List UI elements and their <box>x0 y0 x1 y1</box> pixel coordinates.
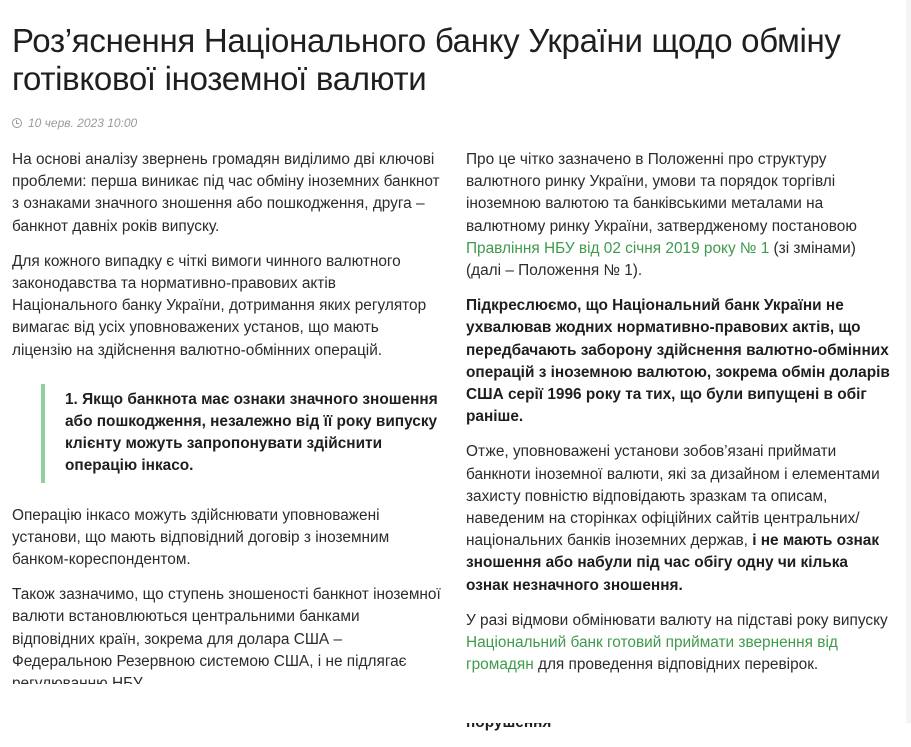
quote-text: 1. Якщо банкнота має ознаки значного зношення або пошкодження, незалежно від її року випуску клієнту можуть запропонувати здійснити операцію інкасо. <box>65 390 438 475</box>
paragraph: Підкреслюємо, що Національний банк України не ухвалював жодних нормативно-правових актів, що передбачають заборону здійснення валютно-обмінних операцій з іноземною валютою, зокрема обмін доларів США серії 1996 року та тих, що були випущені в обіг раніше. <box>466 297 890 426</box>
text: Отже, уповноважені установи зобов’язані приймати банкноти іноземної валюти, які за дизайном і елементами захисту повністю відповідають зразкам та описам, наведеним на сторінках офіційних сайтів центральних/національних банків іноземних держав, <box>466 443 880 550</box>
paragraph: На основі аналізу звернень громадян виділимо дві ключові проблеми: перша виникає під час обміну іноземних банкнот з ознаками значного зношення або пошкодження, друга – банкнот давніх років випуску. <box>12 151 440 235</box>
text: для проведення відповідних перевірок. <box>533 656 819 674</box>
paragraph: Операцію інкасо можуть здійснювати уповноважені установи, що мають відповідний договір з іноземним банком-кореспондентом. <box>12 506 390 569</box>
paragraph: Також зазначимо, що ступень зношеності банкнот іноземної валюти встановлюються центральними банками відповідних країн, зокрема для долара США – Федеральною Резервною системою США, і не підлягає <box>12 586 441 670</box>
scrollbar-track[interactable] <box>906 0 911 723</box>
bold-text: і не мають ознак зношення або набули під час обігу одну чи кілька ознак незначного зношення. <box>466 532 880 594</box>
appeals-link[interactable]: Національний банк готовий приймати звернення від громадян <box>466 634 838 674</box>
text: Про це чітко зазначено в Положенні про структуру валютного ринку України, умови та порядок торгівлі іноземною валютою та банківськими металами на валютному ринку України, затвердженому постановою <box>466 151 857 235</box>
paragraph <box>466 441 891 596</box>
text: (зі змінами) (далі – Положення № 1). <box>466 239 856 280</box>
page-title: Роз’яснення Національного банку України щодо обміну готівкової іноземної валюти <box>12 22 841 97</box>
publish-date <box>12 116 137 130</box>
left-column <box>12 149 442 708</box>
page-bottom-edge <box>0 684 911 723</box>
paragraph: Для кожного випадку є чіткі вимоги чинного валютного законодавства та нормативно-правових актів Національного банку України, дотримання яких регулятор вимагає від усіх уповноважених установ, що мають ліцензію на здійснення валютно-обмінних операцій. <box>12 252 427 359</box>
publish-date-text: 10 черв. 2023 10:00 <box>28 116 138 130</box>
text: У разі відмови обмінювати валюту на підставі року випуску <box>466 611 888 629</box>
resolution-link[interactable]: Правління НБУ від 02 січня 2019 року № 1 <box>466 239 770 257</box>
right-column <box>466 149 891 747</box>
clock-icon <box>12 118 22 128</box>
paragraph <box>466 149 891 282</box>
paragraph <box>466 610 891 677</box>
blockquote <box>41 384 442 483</box>
